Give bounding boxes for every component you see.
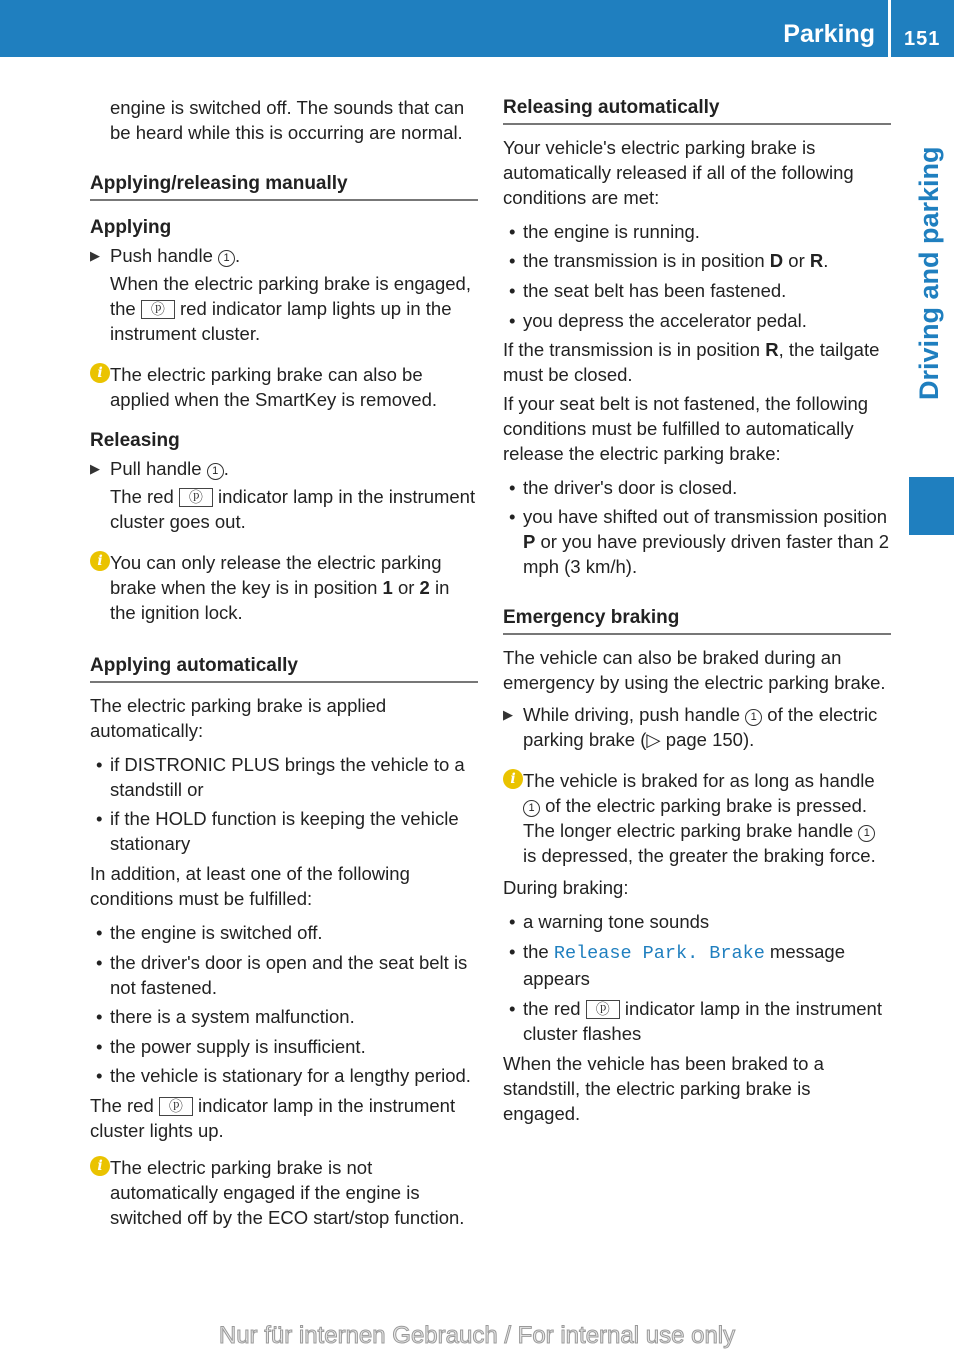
info-note-eco: i The electric parking brake is not automatically engaged if the engine is switched off by the ECO start/stop function. [90, 1155, 478, 1230]
list-item: • the red ⓟ indicator lamp in the instrument cluster flashes [509, 998, 882, 1044]
list-item: • the engine is running. [509, 221, 700, 242]
subheading-applying: Applying [90, 217, 172, 238]
handle-number-icon: 1 [523, 800, 540, 817]
step-arrow-icon: ▶ [90, 248, 100, 263]
list-item: • the Release Park. Brake message appears [509, 941, 846, 989]
section-title: Parking [783, 20, 875, 48]
internal-use-watermark: Nur für internen Gebrauch / For internal use only [218, 1322, 736, 1349]
braking-bullet-list [503, 909, 891, 1046]
list-item: • the power supply is insufficient. [96, 1036, 366, 1057]
info-icon: i [90, 363, 110, 383]
list-item: • you depress the accelerator pedal. [509, 310, 807, 331]
chapter-label: Driving and parking [914, 146, 944, 400]
display-message: Release Park. Brake [553, 943, 765, 964]
parking-lamp-icon: ⓟ [586, 1000, 620, 1019]
list-item: • the engine is switched off. [96, 922, 323, 943]
info-note-key-position: i You can only release the electric parking brake when the key is in position 1 or 2 in the ignition lock. [90, 550, 478, 625]
list-item: • if the HOLD function is keeping the vehicle stationary [96, 808, 459, 854]
list-item: • there is a system malfunction. [96, 1006, 355, 1027]
step-arrow-icon: ▶ [503, 707, 513, 722]
handle-number-icon: 1 [745, 709, 762, 726]
heading-releasing-automatically: Releasing automatically [503, 95, 891, 125]
handle-number-icon: 1 [858, 825, 875, 842]
handle-number-icon: 1 [218, 250, 235, 267]
left-column [90, 95, 478, 1230]
heading-emergency-braking: Emergency braking [503, 605, 891, 635]
tailgate-text: If the transmission is in position R, the tailgate must be closed. [503, 339, 880, 385]
right-column [503, 95, 891, 1126]
step-emergency-push: ▶ While driving, push handle 1 of the electric parking brake (▷ page 150). [503, 704, 878, 750]
seatbelt-bullet-list [503, 475, 891, 579]
seatbelt-text: If your seat belt is not fastened, the following conditions must be fulfilled to automatically release the electric parking brake: [503, 393, 869, 464]
release-bullet-list [503, 219, 891, 333]
auto-bullet-list [90, 752, 478, 856]
page-number: 151 [904, 28, 941, 50]
parking-lamp-icon: ⓟ [179, 488, 213, 507]
step-pull-handle: ▶ Pull handle 1 . [90, 458, 229, 479]
chapter-side-tab [909, 57, 954, 535]
list-item: • the vehicle is stationary for a lengthy period. [96, 1065, 471, 1086]
step-push-handle: ▶ Push handle 1 . [90, 245, 241, 266]
heading-applying-automatically: Applying automatically [90, 653, 478, 683]
lamp-lights-text: The red ⓟ indicator lamp in the instrument cluster lights up. [90, 1095, 456, 1141]
page-reference-arrow-icon: ▷ [646, 729, 661, 750]
header-bar [0, 0, 954, 57]
list-item: • the driver's door is open and the seat belt is not fastened. [96, 952, 468, 998]
parking-lamp-icon: ⓟ [159, 1097, 193, 1116]
info-icon: i [90, 551, 110, 571]
during-braking-label: During braking: [503, 877, 629, 898]
list-item: • you have shifted out of transmission position P or you have previously driven faster than 2 mph (3 km/h). [509, 506, 890, 577]
intro-text: engine is switched off. The sounds that can be heard while this is occurring are normal. [110, 97, 465, 143]
addition-text: In addition, at least one of the following conditions must be fulfilled: [90, 863, 410, 909]
info-note-smartkey: i The electric parking brake can also be applied when the SmartKey is removed. [90, 362, 478, 412]
list-item: • if DISTRONIC PLUS brings the vehicle to a standstill or [96, 754, 465, 800]
standstill-text: When the vehicle has been braked to a standstill, the electric parking brake is engaged. [503, 1053, 824, 1124]
condition-bullet-list [90, 920, 478, 1088]
list-item: • the transmission is in position D or R. [509, 250, 829, 271]
subheading-releasing: Releasing [90, 430, 180, 451]
released-text: The red ⓟ indicator lamp in the instrument cluster goes out. [110, 486, 476, 532]
heading-manual: Applying/releasing manually [90, 171, 478, 201]
list-item: • the seat belt has been fastened. [509, 280, 787, 301]
header-divider [888, 0, 891, 57]
info-icon: i [503, 769, 523, 789]
applied-text: When the electric parking brake is engaged, the ⓟ red indicator lamp lights up in the instrument cluster. [110, 273, 471, 344]
handle-number-icon: 1 [207, 463, 224, 480]
list-item: • a warning tone sounds [509, 911, 710, 932]
step-arrow-icon: ▶ [90, 461, 100, 476]
info-icon: i [90, 1156, 110, 1176]
auto-intro: The electric parking brake is applied automatically: [90, 695, 387, 741]
release-intro: Your vehicle's electric parking brake is automatically released if all of the following conditions are met: [503, 137, 854, 208]
chapter-tab-block [909, 477, 954, 535]
list-item: • the driver's door is closed. [509, 477, 738, 498]
parking-lamp-icon: ⓟ [141, 300, 175, 319]
emergency-intro: The vehicle can also be braked during an emergency by using the electric parking brake. [503, 647, 886, 693]
info-note-braking: i The vehicle is braked for as long as handle 1 of the electric parking brake is pressed. The longer electric parking brake handle 1 is depressed, the greater the braking force. [503, 768, 891, 868]
